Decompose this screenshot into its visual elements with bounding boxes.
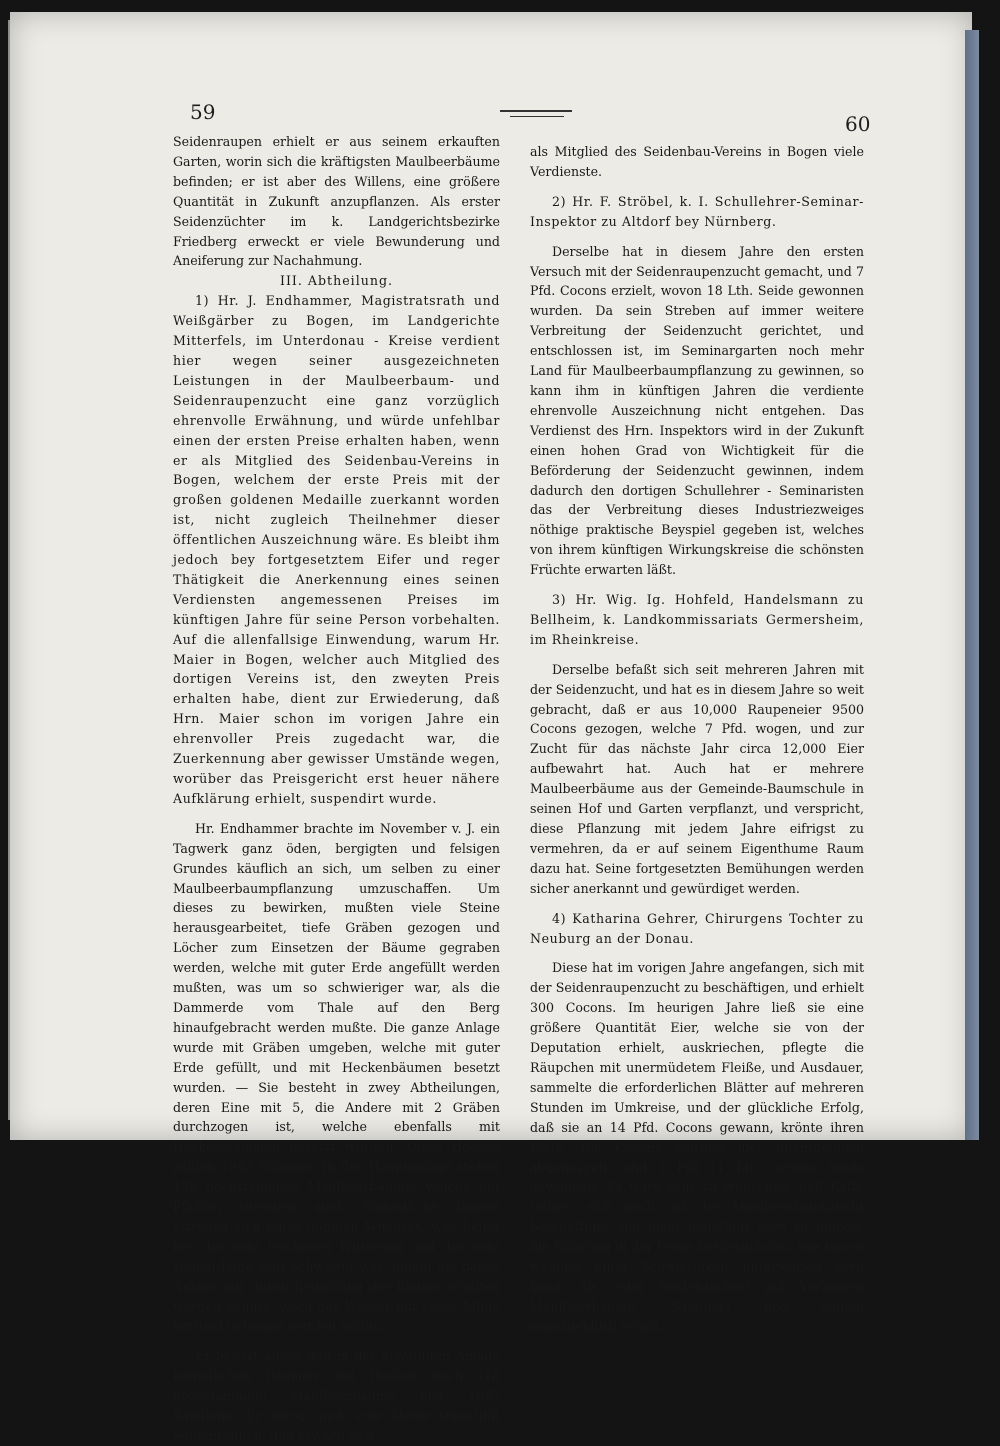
header-rule-secondary bbox=[510, 116, 564, 117]
entry-4-body: Diese hat im vorigen Jahre angefangen, sich mit der Seidenraupenzucht zu beschäftigen, und erhielt 300 Cocons. Im heurigen Jahre ließ sie eine größere Quantität Eier, welche sie von der Deputation erhielt, auskriechen, pflegte die Räupchen mit unermüdetem Fleiße, und Ausdauer, sammelte die erforderlichen Blätter auf mehreren Stunden im Umkreise, und der glückliche Erfolg, daß sie an 14 Pfd. Cocons gewann, krönte ihren Fleiß. Die Cocons wurden hier unentgeldlich abgehaspelt, und 1 Pfd 11 Lth. schöne Seide gewonnen. Es wäre sehr zu wünschen, daß Kath. Gehrer sich auch mit der Maulbeerbaumzucht beschäftigte, um nicht genöthigt seyn zu müßen, die Nahrung in der Ferne herbeizuholen, was um so weniger einer Schwierigkeit unterworfen seyn kann, als jeder Seidenzüchter auf Verlangen Maulbeerbäume, Sämlinge und Samen unentgeldlich erhält. bbox=[530, 960, 864, 1334]
entry-2-heading: 2) Hr. F. Ströbel, k. I. Schullehrer-Seminar-Inspektor zu Altdorf bey Nürnberg. bbox=[530, 193, 864, 229]
entry-1-paragraph: 1) Hr. J. Endhammer, Magistratsrath und Weißgärber zu Bogen, im Landgerichte Mitterfels, im Unterdonau - Kreise verdient hier wegen seiner ausgezeichneten Leistungen in der Maulbeerbaum- und Seidenraupenzucht eine ganz vorzüglich ehrenvolle Erwähnung, und würde unfehlbar einen der ersten Preise erhalten haben, wenn er als Mitglied des Seidenbau-Vereins in Bogen, welchem der erste Preis mit der großen goldenen Medaille zuerkannt worden ist, nicht zugleich Theilnehmer dieser öffentlichen Auszeichnung wäre. Es bleibt ihm jedoch bey fortgesetztem Eifer und reger Thätigkeit die Anerkennung eines seinen Verdiensten angemessenen Preises im künftigen Jahre für seine Person vorbehalten. Auf die allenfallsige Einwendung, warum Hr. Maier in Bogen, welcher auch Mitglied des dortigen Vereins ist, den zweyten Preis erhalten habe, dient zur Erwiederung, daß Hrn. Maier schon im vorigen Jahre ein ehrenvoller Preis zugedacht war, die Zuerkennung aber gewisser Umstände wegen, worüber das Preisgericht erst heuer nähere Aufklärung erhielt, suspendirt wurde. bbox=[173, 293, 500, 806]
right-column bbox=[530, 142, 864, 1337]
entry-1-closing: Er besitzt außer den in der erwähnten Anlage befindlichen Bäumen und Hecken noch 418 hochstämmige Maulbeerbäume und 1037 Sämlinge. Er erzog auch eine kleine Quantität Seidenraupen, und erwarb sich bbox=[173, 1348, 500, 1443]
right-page-edge bbox=[965, 30, 979, 1140]
entry-4-heading: 4) Katharina Gehrer, Chirurgens Tochter zu Neuburg an der Donau. bbox=[530, 910, 864, 946]
entry-3-body: Derselbe befaßt sich seit mehreren Jahren mit der Seidenzucht, und hat es in diesem Jahre so weit gebracht, daß er aus 10,000 Raupeneier 9500 Cocons gezogen, welche 7 Pfd. wogen, und zur Zucht für das nächste Jahr circa 12,000 Eier aufbewahrt hat. Auch hat er mehrere Maulbeerbäume aus der Gemeinde-Baumschule in seinen Hof und Garten verpflanzt, und verspricht, diese Pflanzung mit jedem Jahre eifrigst zu vermehren, da er auf seinem Eigenthume Raum dazu hat. Seine fortgesetzten Bemühungen werden sicher anerkannt und gewürdiget werden. bbox=[530, 661, 864, 896]
right-intro-paragraph: als Mitglied des Seidenbau-Vereins in Bogen viele Verdienste. bbox=[530, 144, 864, 179]
left-intro-paragraph: Seidenraupen erhielt er aus seinem erkauften Garten, worin sich die kräftigsten Maulbeerbäume befinden; er ist aber des Willens, eine größere Quantität in Zukunft anzupflanzen. Als erster Seidenzüchter im k. Landgerichtsbezirke Friedberg erweckt er viele Bewunderung und Aneiferung zur Nachahmung. bbox=[173, 134, 500, 269]
entry-2-body: Derselbe hat in diesem Jahre den ersten Versuch mit der Seidenraupenzucht gemacht, und 7 Pfd. Cocons erzielt, wovon 18 Lth. Seide gewonnen wurden. Da sein Streben auf immer weitere Verbreitung der Seidenzucht gerichtet, und entschlossen ist, im Seminargarten noch mehr Land für Maulbeerbaumpflanzung zu gewinnen, so kann ihm in künftigen Jahren die verdiente ehrenvolle Auszeichnung nicht entgehen. Das Verdienst des Hrn. Inspektors wird in der Zukunft einen hohen Grad von Wichtigkeit für die Beförderung der Seidenzucht gewinnen, indem dadurch den dortigen Schullehrer - Seminaristen das der Verbreitung dieses Industriezweiges nöthige praktische Beyspiel gegeben ist, welches von ihrem künftigen Wirkungskreise die schönsten Früchte erwarten läßt. bbox=[530, 243, 864, 578]
header-rule bbox=[500, 110, 572, 112]
section-heading: III. Abtheilung. bbox=[279, 273, 394, 289]
entry-3-heading: 3) Hr. Wig. Ig. Hohfeld, Handelsmann zu Bellheim, k. Landkommissariats Germersheim, im Rheinkreise. bbox=[530, 592, 864, 647]
page-number-right: 60 bbox=[845, 112, 871, 136]
left-column bbox=[173, 132, 500, 1446]
page-number-left: 59 bbox=[190, 100, 216, 124]
entry-1-continuation: Hr. Endhammer brachte im November v. J. ein Tagwerk ganz öden, bergigten und felsigen Grundes käuflich an sich, um selben zu einer Maulbeerbaumpflanzung umzuschaffen. Um dieses zu bewirken, mußten viele Steine herausgearbeitet, tiefe Gräben gezogen und Löcher zum Einsetzen der Bäume gegraben werden, welche mit guter Erde angefüllt werden mußten, was um so schwieriger war, als die Dammerde vom Thale auf den Berg hinaufgebracht werden mußte. Die ganze Anlage wurde mit Gräben umgeben, welche mit guter Erde gefüllt, und mit Heckenbäumen besetzt wurden. — Sie besteht in zwey Abtheilungen, deren Eine mit 5, die Andere mit 2 Gräben durchzogen ist, welche ebenfalls mit Heckenstämmen besetzt wurden. Diese Hecken zählen 1943 Stämme. In der Hauptanlage stehen 152 hochstämmige Maulbeerbäume, welche mit Pfählen versehen sind. Sämmtliche Bäume erfreuen sich eines üppigen Wuchses, was heuer bey der sehr trockenen Witterung und der sehr steilen Lage sehr schwierig war, indem die ganze Anlage nur durch Begießung der Bäume erhalten werden konnte, wozu das Wasser mit vieler Mühe bergauf getragen werden mußte. bbox=[173, 820, 500, 1334]
